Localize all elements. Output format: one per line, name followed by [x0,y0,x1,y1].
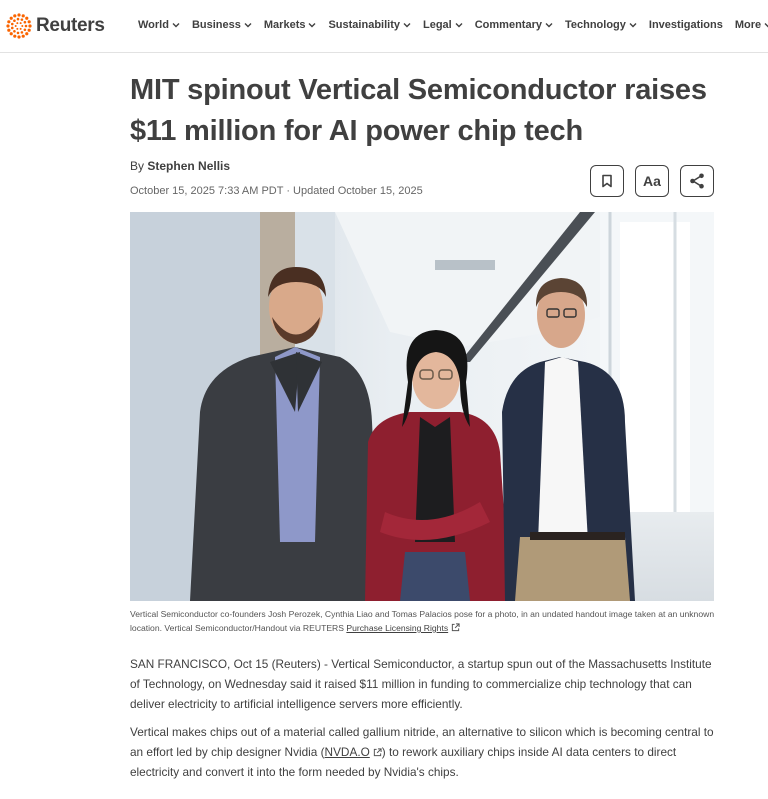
ticker-link[interactable]: NVDA.O [324,745,370,759]
nav-item-legal[interactable] [423,19,463,31]
nav-item-label: Business [191,19,241,31]
top-navigation [0,0,768,53]
article-photo[interactable] [130,212,714,601]
chevron-down-icon [244,22,252,28]
nav-item-label: More [734,19,762,31]
author-link[interactable]: Stephen Nellis [147,159,231,173]
brand-name: Reuters [36,15,105,36]
reuters-logo[interactable] [6,13,105,39]
text-size-label: Aa [643,173,661,189]
article-paragraph-2 [130,722,718,782]
chevron-down-icon [629,22,637,28]
nav-item-business[interactable] [192,19,252,31]
paragraph-2-text-end: ) to rework auxiliary chips inside AI data centers to direct electricity and convert it into the form needed by Nvidia's chips. [130,745,677,779]
nav-item-label: Investigations [648,19,723,31]
bookmark-button[interactable] [590,165,624,197]
nav-item-more[interactable] [735,19,768,31]
external-link-icon [451,623,460,632]
chevron-down-icon [172,22,180,28]
nav-item-label: Sustainability [328,19,400,31]
nav-item-label: World [138,19,169,31]
nav-item-label: Commentary [474,19,542,31]
caption-text: Vertical Semiconductor co-founders Josh Perozek, Cynthia Liao and Tomas Palacios pose for a photo, in an undated handout image taken at an unknown location. Vertical Semiconductor/Handout via REUTERS [130,609,715,633]
share-button[interactable] [680,165,714,197]
nav-item-label: Markets [263,19,306,31]
nav-item-sustainability[interactable] [328,19,411,31]
text-size-button[interactable] [635,165,669,197]
photo-caption [130,607,720,635]
chevron-down-icon [403,22,411,28]
article-paragraph-1: SAN FRANCISCO, Oct 15 (Reuters) - Vertical Semiconductor, a startup spun out of the Massachusetts Institute of Technology, on Wednesday said it raised $11 million in funding to commercialize chip technology that can deliver electricity to artificial intelligence servers more efficiently. [130,657,712,711]
nav-item-label: Legal [423,19,452,31]
publish-date: October 15, 2025 7:33 AM PDT · Updated October 15, 2025 [130,185,423,197]
chevron-down-icon [545,22,553,28]
purchase-licensing-link[interactable]: Purchase Licensing Rights [346,623,449,633]
reuters-logo-icon [6,13,32,39]
nav-item-world[interactable] [138,19,180,31]
share-icon [688,172,706,190]
byline-prefix: By [130,159,145,173]
article-headline: MIT spinout Vertical Semiconductor raises $11 million for AI power chip tech [130,74,707,147]
ticker-external-link-icon [370,742,382,762]
chevron-down-icon [308,22,316,28]
paragraph-2-text: Vertical makes chips out of a material called gallium nitride, an alternative to silicon which is becoming central to an effort led by chip designer Nvidia ( [130,725,714,759]
byline [130,159,230,173]
nav-item-commentary[interactable] [475,19,553,31]
chevron-down-icon [764,22,768,28]
bookmark-icon [601,174,613,188]
nav-item-investigations[interactable] [649,19,723,31]
nav-item-technology[interactable] [565,19,637,31]
nav-item-label: Technology [564,19,626,31]
chevron-down-icon [455,22,463,28]
nav-item-markets[interactable] [264,19,317,31]
section-menu [138,19,768,31]
